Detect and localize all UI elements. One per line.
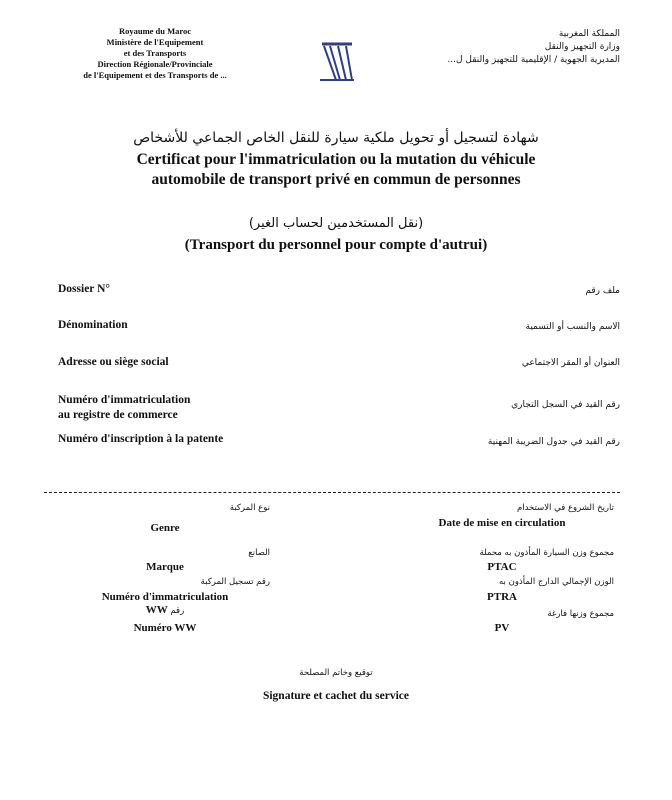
genre-label: Genre	[150, 522, 180, 534]
subtitle-arabic: (نقل المستخدمين لحساب الغير)	[248, 216, 424, 231]
ww-label: WW	[145, 604, 168, 616]
numero-ww-label: Numéro WW	[133, 622, 197, 634]
pv-label: PV	[494, 622, 510, 634]
commerce-registry-line1: Numéro d'immatriculation	[58, 394, 191, 406]
commerce-registry-label	[58, 393, 190, 423]
address-label: Adresse ou siège social	[58, 356, 169, 368]
ww-label-ar: رقم	[170, 606, 185, 616]
address-label-ar: العنوان أو المقر الاجتماعي	[521, 358, 620, 368]
pv-label-ar: مجموع وزنها فارغة	[547, 609, 614, 619]
header-fr-line: de l'Equipement et des Transports de ...	[83, 70, 227, 80]
commerce-registry-label-ar: رقم القيد في السجل التجاري	[511, 400, 620, 410]
title-french	[0, 150, 672, 190]
immatriculation-label-ar: رقم تسجيل المركبة	[200, 577, 270, 587]
date-circulation-label: Date de mise en circulation	[438, 517, 566, 529]
ministry-logo	[316, 36, 358, 84]
denomination-label: Dénomination	[58, 319, 128, 331]
signature-label: Signature et cachet du service	[262, 690, 410, 702]
signature-label-ar: توقيع وخاتم المصلحة	[299, 668, 373, 678]
ptra-label: PTRA	[487, 591, 517, 603]
header-french	[60, 26, 250, 81]
title-fr-line2: automobile de transport privé en commun de personnes	[151, 171, 521, 188]
title-arabic: شهادة لتسجيل أو تحويل ملكية سيارة للنقل الخاص الجماعي للأشخاص	[133, 130, 539, 146]
dashed-divider	[44, 492, 620, 493]
dossier-label: Dossier N°	[58, 283, 110, 295]
ptac-label-ar: مجموع وزن السيارة المأذون به محملة	[479, 548, 614, 558]
immatriculation-label: Numéro d'immatriculation	[101, 591, 229, 603]
header-ar-line: المملكة المغربية	[558, 29, 620, 39]
marque-label: Marque	[146, 561, 184, 573]
header-ar-line: وزارة التجهيز والنقل	[544, 42, 620, 52]
marque-label-ar: الصانع	[248, 548, 270, 558]
header-fr-line: Direction Régionale/Provinciale	[97, 59, 213, 69]
header-fr-line: Ministère de l'Equipement	[106, 37, 204, 47]
ww-row	[60, 604, 270, 616]
header-fr-line: et des Transports	[123, 48, 187, 58]
header-ar-line: المديرية الجهوية / الإقليمية للتجهيز والنقل ل...	[447, 55, 620, 65]
patente-label: Numéro d'inscription à la patente	[58, 433, 224, 445]
subtitle-french: (Transport du personnel pour compte d'autrui)	[184, 237, 488, 253]
header-arabic	[400, 28, 620, 67]
commerce-registry-line2: au registre de commerce	[58, 409, 178, 421]
ptra-label-ar: الوزن الإجمالي الدارج المأذون به	[498, 577, 614, 587]
date-circulation-label-ar: تاريخ الشروع في الاستخدام	[516, 503, 614, 513]
denomination-label-ar: الاسم والنسب أو التسمية	[525, 322, 620, 332]
ptac-label: PTAC	[487, 561, 517, 573]
genre-label-ar: نوع المركبة	[229, 503, 270, 513]
title-fr-line1: Certificat pour l'immatriculation ou la mutation du véhicule	[136, 151, 536, 168]
patente-label-ar: رقم القيد في جدول الضريبة المهنية	[487, 437, 620, 447]
dossier-label-ar: ملف رقم	[585, 286, 620, 296]
header-fr-line: Royaume du Maroc	[118, 26, 192, 36]
